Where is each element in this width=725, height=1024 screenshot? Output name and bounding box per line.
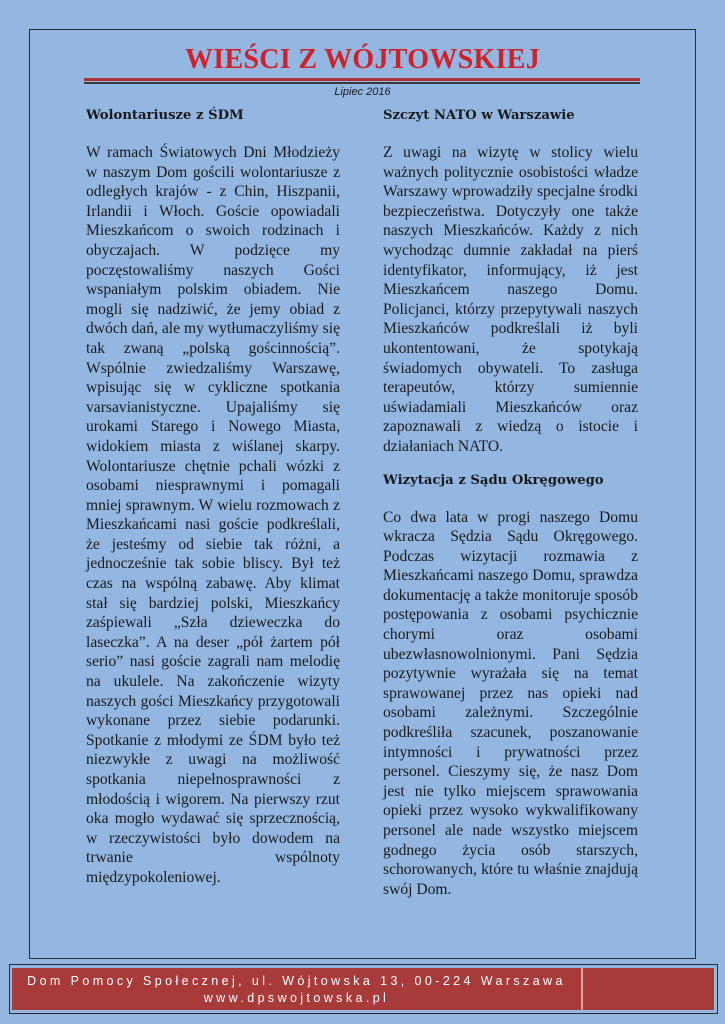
article-heading-court: Wizytacja z Sądu Okręgowego (383, 472, 604, 488)
article-heading-volunteers: Wolontariusze z ŚDM (86, 108, 244, 123)
footer-address: Dom Pomocy Społecznej, ul. Wójtowska 13, 00-224 Warszawa (27, 974, 566, 988)
footer-website-link[interactable]: www.dpswojtowska.pl (203, 991, 390, 1005)
article-body-nato: Z uwagi na wizytę w stolicy wielu ważnych politycznie osobistości władze Warszawy wprowadziły specjalne środki bezpieczeństwa. Dotyczyły one także naszych Mieszkańców. Każdy z nich wychodząc dumnie zakładał na pierś identyfikator, informujący, iż jest Mieszkańcem naszego Domu. Policjanci, którzy przepytywali naszych Mieszkańców podkreślali iż byli ukontentowani, że spotykają świadomych obywateli. To zasługa terapeutów, którzy sumiennie uświadamiali Mieszkańców oraz zapoznawali z wiedzą o istocie i działaniach NATO. (383, 144, 638, 455)
newsletter-title: WIEŚCI Z WÓJTOWSKIEJ (184, 44, 541, 75)
right-column (383, 106, 638, 913)
left-column (86, 106, 340, 902)
article-body-court: Co dwa lata w progi naszego Domu wkracza Sędzia Sądu Okręgowego. Podczas wizytacji rozmawia z Mieszkańcami naszego Domu, sprawdza dokumentację a także monitoruje sposób postępowania z osobami psychicznie chorymi oraz osobami ubezwłasnowolnionymi. Pani Sędzia pozytywnie wyrażała się na temat sprawowanej przez nas opieki nad osobami zależnymi. Szczególnie podkreśliła szacunek, poszanowanie intymności i prywatności przez personel. Cieszymy się, że nasz Dom jest nie tylko miejscem sprawowania opieki przez wysoko wykwalifikowany personel ale nade wszystko miejscem godnego życia osób starszych, schorowanych, które tu właśnie znajdują swój Dom. (383, 508, 638, 898)
issue-date: Lipiec 2016 (334, 86, 391, 98)
article-body-volunteers: W ramach Światowych Dni Młodzieży w naszym Dom gościli wolontariusze z odległych krajów - z Chin, Hiszpanii, Irlandii i Włoch. Goście opowiadali Mieszkańcom o swoich rodzinach i obyczajach. W podzięce my poczęstowaliśmy naszych Gości wspaniałym polskim obiadem. Nie mogli się nadziwić, że jemy obiad z dwóch dań, ale my wytłumaczyliśmy się tak zwaną „polską gościnnością”. Wspólnie zwiedzaliśmy Warszawę, wpisując się w cykliczne spotkania varsavianistyczne. Upajaliśmy się urokami Starego i Nowego Miasta, widokiem miasta z wiślanej skarpy. Wolontariusze chętnie pchali wózki z osobami niesprawnymi i pomagali mniej sprawnym. W wielu rozmowach z Mieszkańcami nasi goście podkreślali, że jesteśmy od siebie tak różni, a jednocześnie tak sobie bliscy. Był też czas na wspólną zabawę. Aby klimat stał się bardziej polski, Mieszkańcy zaśpiewali „Szła dzieweczka do laseczka”. A na deser „pół żartem pół serio” nasi goście zagrali nam melodię na ukulele. Na zakończenie wizyty naszych gości Mieszkańcy przygotowali wykonane przez siebie podarunki. Spotkanie z młodymi ze ŚDM było też niezwykłe z uwagi na możliwość spotkania niepełnosprawności z młodością i wigorem. Na pierwszy rzut oka mogło wydawać się sprzecznością, w rzeczywistości było dowodem na trwanie wspólnoty międzypokoleniowej. (86, 144, 340, 886)
title-rule-red (84, 78, 640, 81)
title-rule-dark (84, 82, 640, 84)
footer-divider (581, 968, 583, 1010)
article-heading-nato: Szczyt NATO w Warszawie (383, 108, 575, 123)
